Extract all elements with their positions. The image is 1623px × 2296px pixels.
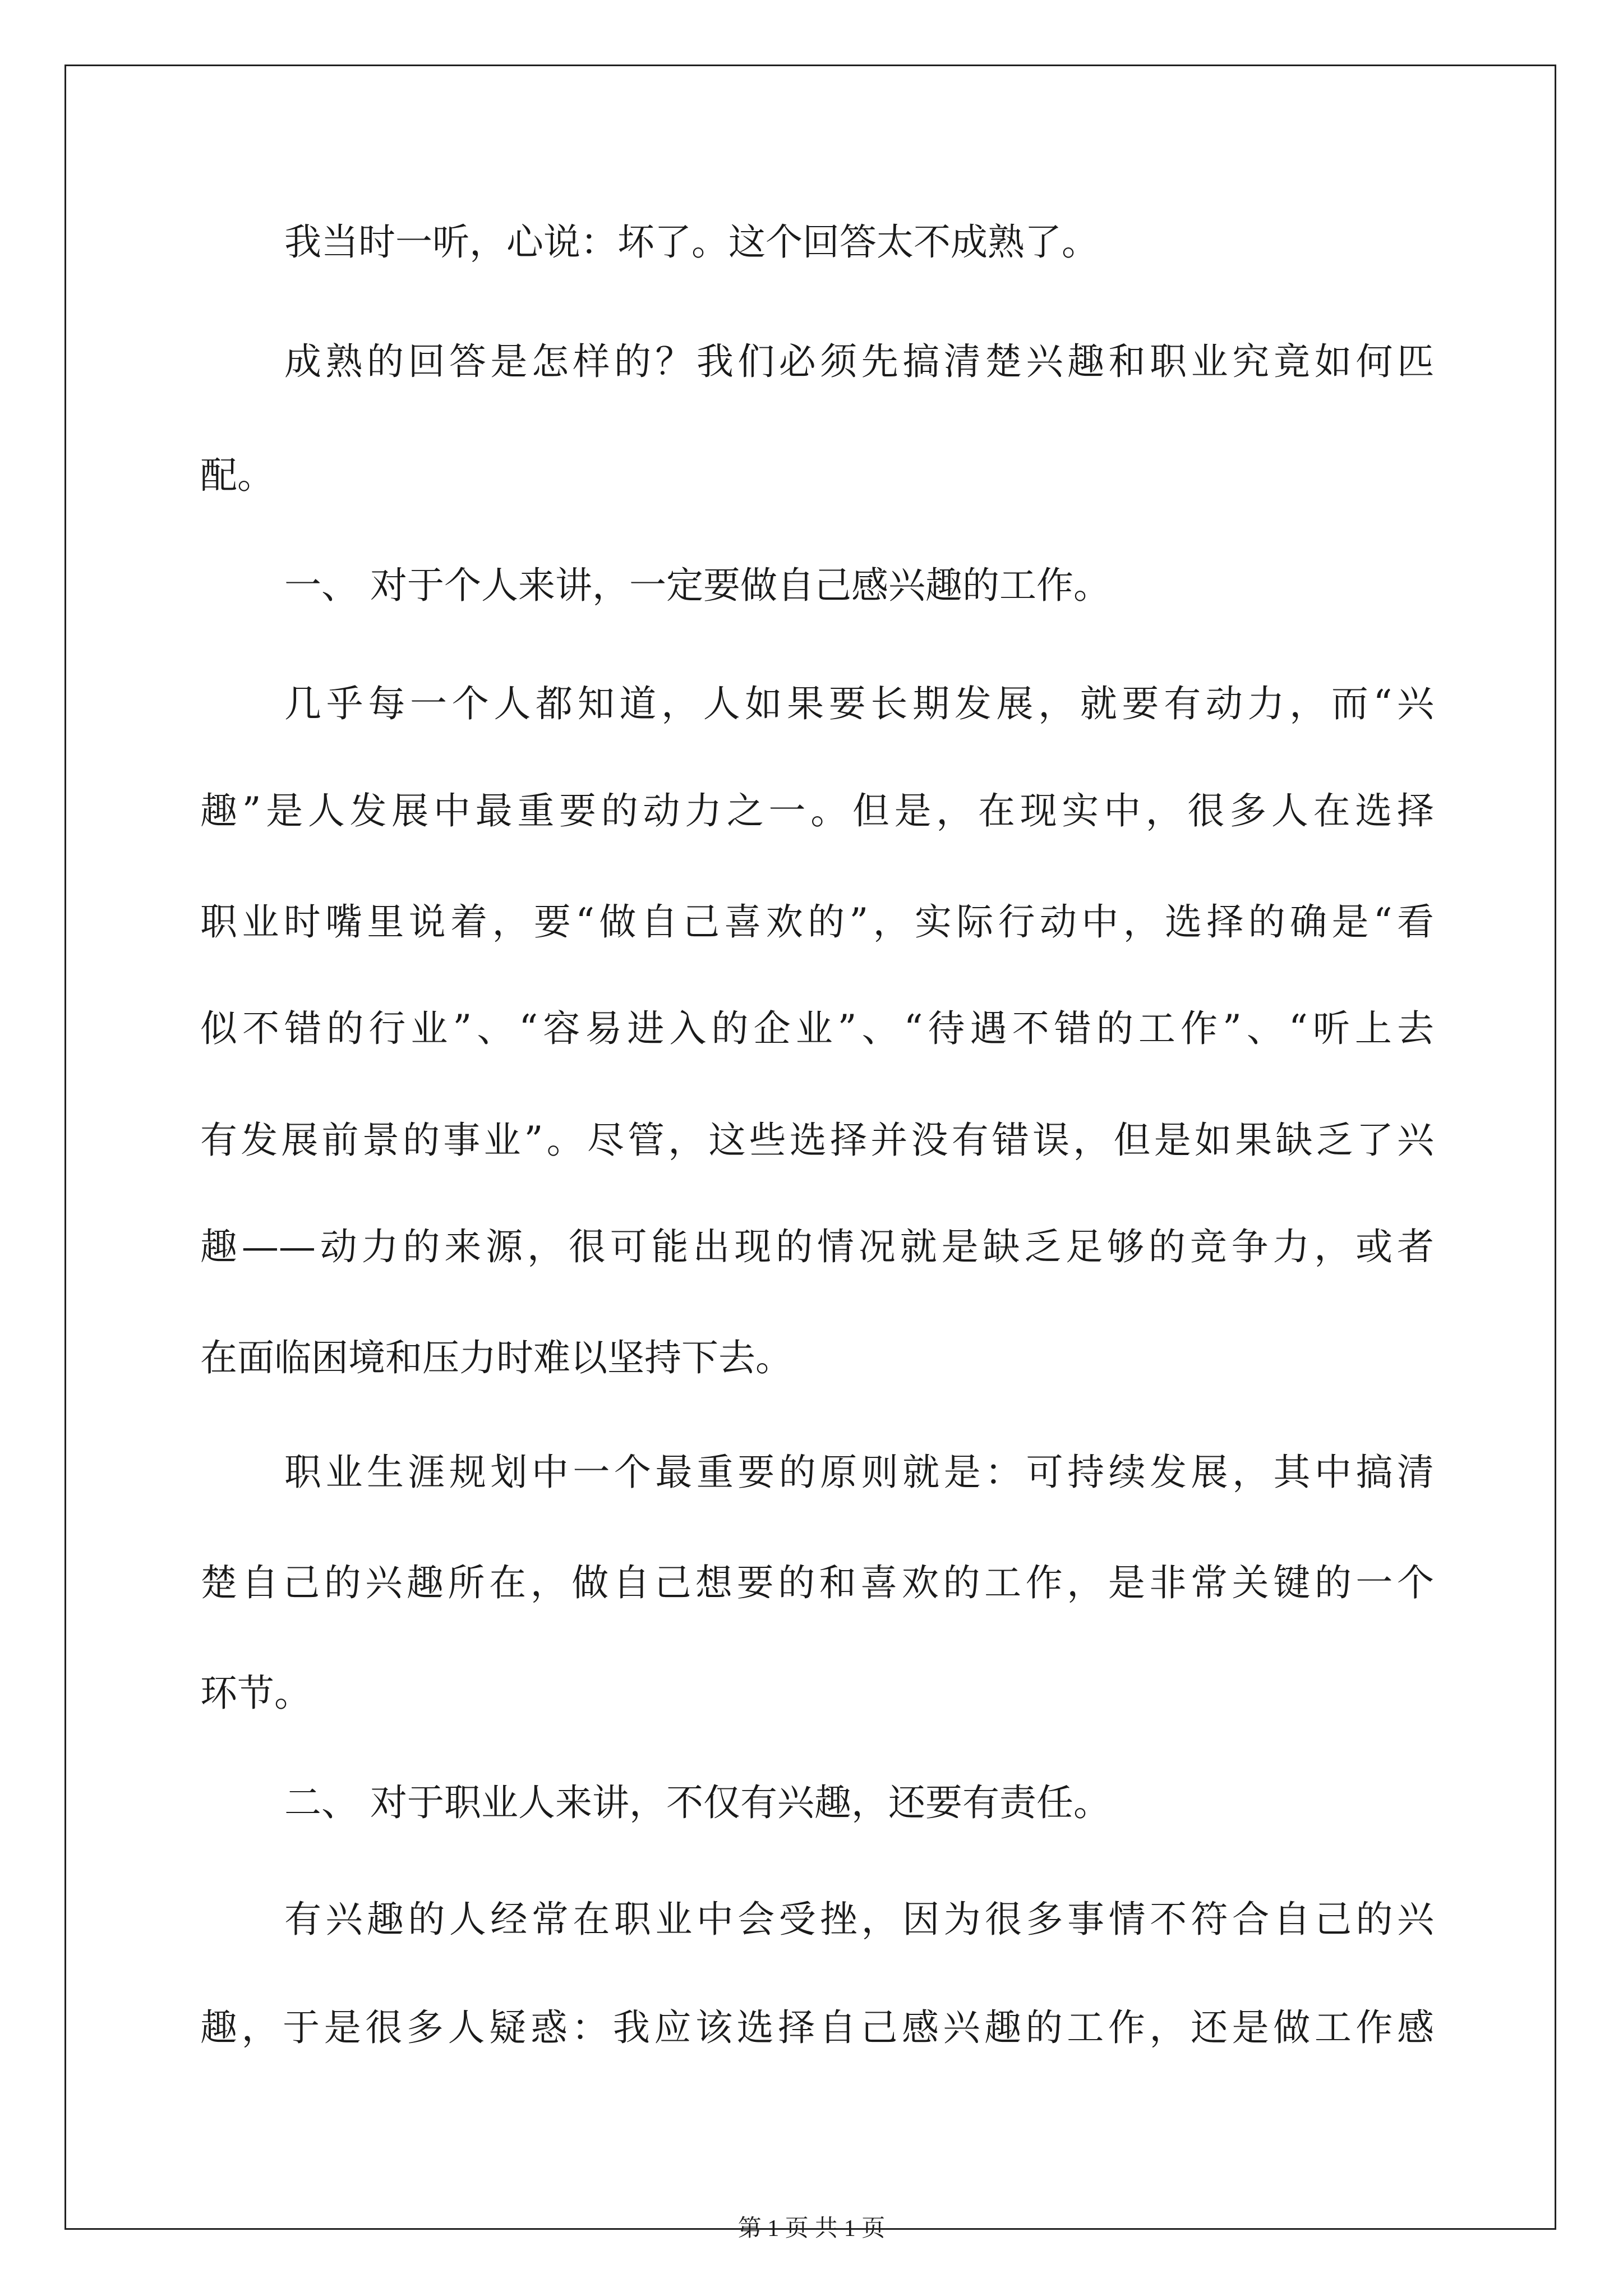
paragraph-7-line-1: 有兴趣的人经常在职业中会受挫，因为很多事情不符合自己的兴 [284, 1898, 1434, 1941]
paragraph-1-line-1: 我当时一听，心说：坏了。这个回答太不成熟了。 [284, 220, 1099, 264]
paragraph-5-line-2: 楚自己的兴趣所在，做自己想要的和喜欢的工作，是非常关键的一个 [200, 1561, 1434, 1604]
paragraph-7-line-2: 趣，于是很多人疑惑：我应该选择自己感兴趣的工作，还是做工作感 [200, 2006, 1434, 2049]
paragraph-4-line-7: 在面临困境和压力时难以坚持下去。 [200, 1336, 792, 1379]
paragraph-4-line-2: 趣”是人发展中最重要的动力之一。但是，在现实中，很多人在选择 [200, 789, 1434, 832]
paragraph-4-line-4: 似不错的行业”、“容易进入的企业”、“待遇不错的工作”、“听上去 [200, 1007, 1434, 1050]
section-heading-1: 一、 对于个人来讲，一定要做自己感兴趣的工作。 [284, 564, 1110, 607]
paragraph-5-line-1: 职业生涯规划中一个最重要的原则就是：可持续发展，其中搞清 [284, 1451, 1434, 1494]
paragraph-4-line-5: 有发展前景的事业”。尽管，这些选择并没有错误，但是如果缺乏了兴 [200, 1119, 1434, 1162]
paragraph-4-line-3: 职业时嘴里说着，要“做自己喜欢的”，实际行动中，选择的确是“看 [200, 900, 1434, 944]
paragraph-5-line-3: 环节。 [200, 1672, 311, 1715]
section-heading-2: 二、 对于职业人来讲，不仅有兴趣，还要有责任。 [284, 1781, 1110, 1824]
paragraph-2-line-2: 配。 [200, 454, 274, 497]
paragraph-4-line-6: 趣——动力的来源，很可能出现的情况就是缺乏足够的竞争力，或者 [200, 1225, 1434, 1268]
paragraph-4-line-1: 几乎每一个人都知道，人如果要长期发展，就要有动力，而“兴 [284, 682, 1434, 725]
page-number-footer: 第 1 页 共 1 页 [737, 2216, 886, 2242]
paragraph-2-line-1: 成熟的回答是怎样的？我们必须先搞清楚兴趣和职业究竟如何匹 [284, 340, 1434, 383]
